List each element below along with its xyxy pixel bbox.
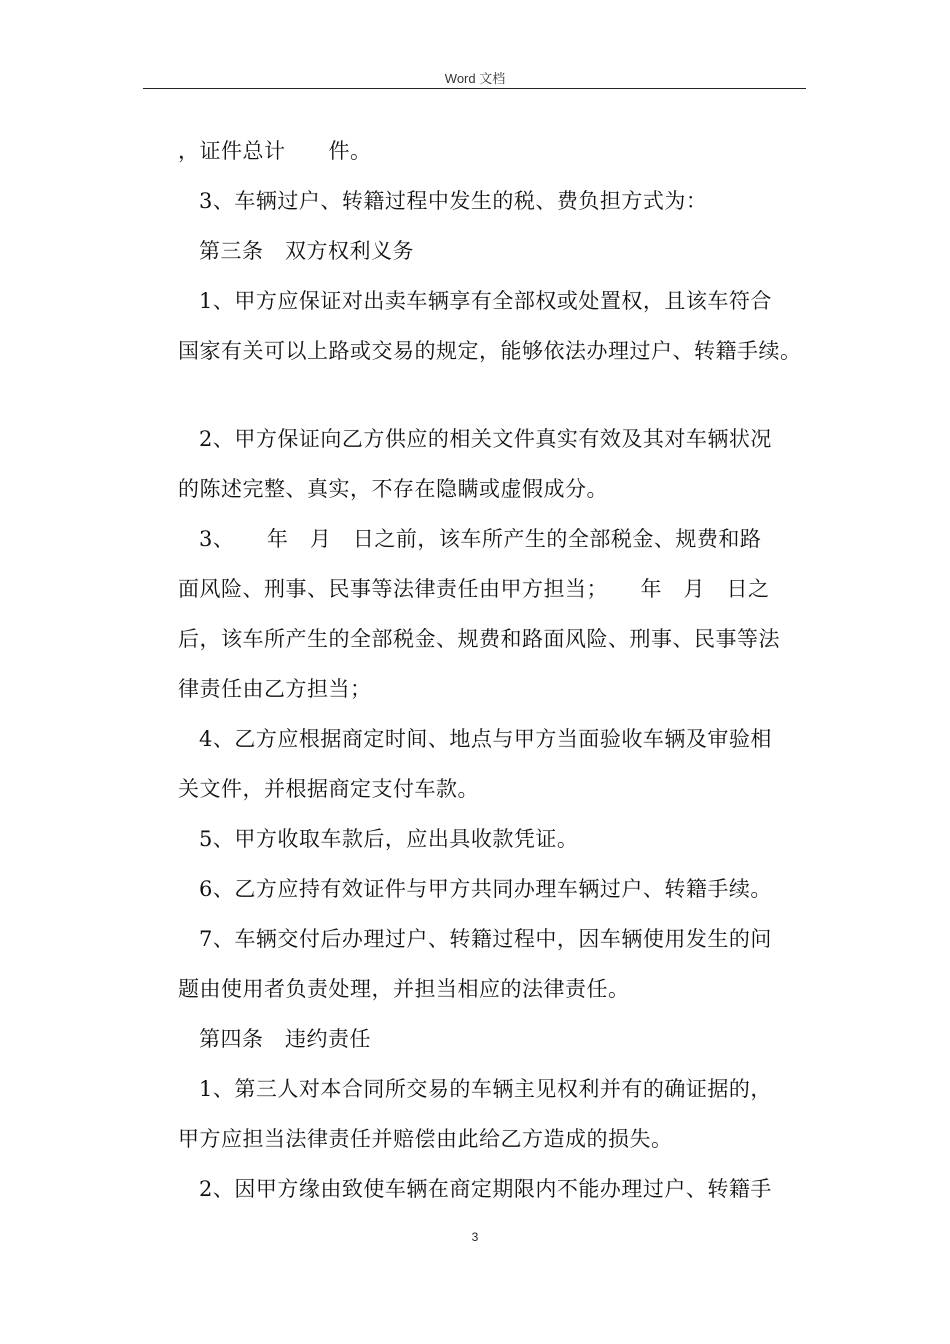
page-header-title: Word 文档 [444, 71, 506, 86]
paragraph-line: 甲方应担当法律责任并赔偿由此给乙方造成的损失。 [178, 1127, 673, 1151]
paragraph-line: 1、第三人对本合同所交易的车辆主见权利并有的确证据的， [199, 1077, 772, 1101]
paragraph-line: 1、甲方应保证对出卖车辆享有全部权或处置权，且该车符合 [199, 289, 772, 313]
paragraph-line: 律责任由乙方担当； [178, 677, 372, 701]
paragraph-line: 6、乙方应持有效证件与甲方共同办理车辆过户、转籍手续。 [199, 877, 772, 901]
paragraph-line: 2、甲方保证向乙方供应的相关文件真实有效及其对车辆状况 [199, 427, 772, 451]
section-heading: 第三条 双方权利义务 [199, 239, 414, 263]
paragraph-line: 后，该车所产生的全部税金、规费和路面风险、刑事、民事等法 [178, 627, 780, 651]
paragraph-line: 题由使用者负责处理，并担当相应的法律责任。 [178, 977, 630, 1001]
section-heading: 第四条 违约责任 [199, 1027, 371, 1051]
paragraph-spacer [178, 376, 818, 414]
paragraph-line: 面风险、刑事、民事等法律责任由甲方担当； 年 月 日之 [178, 577, 770, 601]
paragraph-line: ，证件总计 件。 [178, 139, 372, 163]
paragraph-line: 3、 年 月 日之前，该车所产生的全部税金、规费和路 [199, 527, 762, 551]
paragraph-line: 7、车辆交付后办理过户、转籍过程中，因车辆使用发生的问 [199, 927, 772, 951]
document-body [178, 126, 818, 1214]
paragraph-line: 关文件，并根据商定支付车款。 [178, 777, 479, 801]
paragraph-line: 3、车辆过户、转籍过程中发生的税、费负担方式为： [199, 189, 708, 213]
paragraph-line: 2、因甲方缘由致使车辆在商定期限内不能办理过户、转籍手 [199, 1177, 772, 1201]
paragraph-line: 4、乙方应根据商定时间、地点与甲方当面验收车辆及审验相 [199, 727, 772, 751]
paragraph-line: 国家有关可以上路或交易的规定，能够依法办理过户、转籍手续。 [178, 339, 802, 363]
page-number: 3 [471, 1230, 479, 1244]
header-divider [143, 88, 806, 89]
paragraph-line: 的陈述完整、真实，不存在隐瞒或虚假成分。 [178, 477, 608, 501]
paragraph-line: 5、甲方收取车款后，应出具收款凭证。 [199, 827, 579, 851]
